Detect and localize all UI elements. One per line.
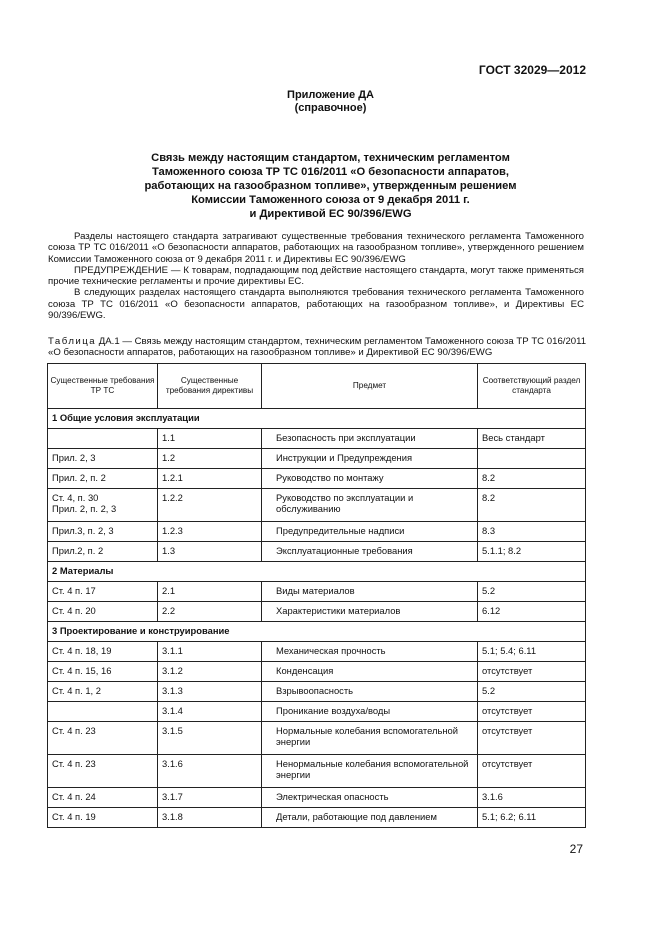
- standard-section-cell: 8.2: [478, 469, 586, 489]
- table-row: [48, 489, 586, 522]
- directive-requirement-cell: 3.1.2: [158, 662, 262, 682]
- requirements-table: [47, 363, 586, 828]
- table-row: [48, 682, 586, 702]
- table-row: [48, 702, 586, 722]
- tr-ts-requirement-cell: Ст. 4 п. 19: [48, 808, 158, 828]
- table-row: [48, 722, 586, 755]
- table-caption: [48, 336, 588, 359]
- title-line: Связь между настоящим стандартом, техническим регламентом: [151, 152, 510, 164]
- paragraph: Разделы настоящего стандарта затрагивают существенные требования технического регламента Таможенного союза ТР ТС 016/2011 «О безопасности аппаратов, работающих на газообразном топливе», утвержденного решением Комиссии Таможенного союза от 9 декабря 2011 г. и Директивы ЕС 90/396/EWG: [48, 231, 584, 265]
- directive-requirement-cell: 2.1: [158, 582, 262, 602]
- tr-ts-requirement-cell: Ст. 4 п. 18, 19: [48, 642, 158, 662]
- tr-ts-requirement-cell: [48, 702, 158, 722]
- directive-requirement-cell: 1.1: [158, 429, 262, 449]
- subject-cell: Эксплуатационные требования: [262, 542, 478, 562]
- table-row: [48, 522, 586, 542]
- standard-section-cell: 3.1.6: [478, 788, 586, 808]
- table-row: [48, 429, 586, 449]
- directive-requirement-cell: 1.2.2: [158, 489, 262, 522]
- document-title: [80, 151, 581, 221]
- title-line: работающих на газообразном топливе», утвержденным решением: [144, 180, 517, 192]
- subject-cell: Взрывоопасность: [262, 682, 478, 702]
- standard-section-cell: 8.2: [478, 489, 586, 522]
- tr-ts-requirement-cell: Прил. 2, п. 2: [48, 469, 158, 489]
- tr-ts-requirement-cell: Ст. 4 п. 17: [48, 582, 158, 602]
- subject-cell: Безопасность при эксплуатации: [262, 429, 478, 449]
- table-row: [48, 662, 586, 682]
- header-cell: Существенные требования директивы: [158, 364, 262, 409]
- directive-requirement-cell: 3.1.1: [158, 642, 262, 662]
- table-row: [48, 808, 586, 828]
- standard-section-cell: 8.3: [478, 522, 586, 542]
- standard-section-cell: 5.2: [478, 682, 586, 702]
- table-header-row: [48, 364, 586, 409]
- subject-cell: Ненормальные колебания вспомогательной энергии: [262, 755, 478, 788]
- table-row: [48, 788, 586, 808]
- standard-section-cell: отсутствует: [478, 702, 586, 722]
- title-line: Комиссии Таможенного союза от 9 декабря 2011 г.: [191, 194, 470, 206]
- table-row: [48, 469, 586, 489]
- appendix-heading: [0, 89, 661, 115]
- directive-requirement-cell: 1.2.1: [158, 469, 262, 489]
- tr-ts-requirement-cell: Ст. 4 п. 24: [48, 788, 158, 808]
- title-line: и Директивой ЕС 90/396/EWG: [249, 208, 412, 220]
- appendix-subtitle: (справочное): [294, 102, 367, 114]
- subject-cell: Механическая прочность: [262, 642, 478, 662]
- table-caption-label: Таблица: [48, 336, 97, 347]
- tr-ts-requirement-cell: [48, 429, 158, 449]
- directive-requirement-cell: 1.2.3: [158, 522, 262, 542]
- standard-section-cell: [478, 449, 586, 469]
- tr-ts-requirement-cell: Прил. 2, 3: [48, 449, 158, 469]
- directive-requirement-cell: 3.1.4: [158, 702, 262, 722]
- standard-section-cell: 5.2: [478, 582, 586, 602]
- standard-section-cell: 5.1.1; 8.2: [478, 542, 586, 562]
- standard-number: ГОСТ 32029—2012: [478, 63, 586, 77]
- tr-ts-requirement-cell: Прил.3, п. 2, 3: [48, 522, 158, 542]
- standard-section-cell: Весь стандарт: [478, 429, 586, 449]
- header-cell: Существенные требования ТР ТС: [48, 364, 158, 409]
- table-row: [48, 582, 586, 602]
- standard-section-cell: 5.1; 6.2; 6.11: [478, 808, 586, 828]
- subject-cell: Инструкции и Предупреждения: [262, 449, 478, 469]
- standard-section-cell: отсутствует: [478, 722, 586, 755]
- subject-cell: Предупредительные надписи: [262, 522, 478, 542]
- tr-ts-requirement-cell: Ст. 4 п. 1, 2: [48, 682, 158, 702]
- subject-cell: Электрическая опасность: [262, 788, 478, 808]
- tr-ts-requirement-cell: Ст. 4 п. 23: [48, 722, 158, 755]
- tr-ts-requirement-cell: Ст. 4 п. 15, 16: [48, 662, 158, 682]
- page-number: 27: [569, 842, 583, 856]
- section-title: 1 Общие условия эксплуатации: [48, 409, 586, 429]
- subject-cell: Руководство по эксплуатации и обслуживанию: [262, 489, 478, 522]
- standard-section-cell: отсутствует: [478, 755, 586, 788]
- title-line: Таможенного союза ТР ТС 016/2011 «О безопасности аппаратов,: [151, 166, 510, 178]
- directive-requirement-cell: 3.1.6: [158, 755, 262, 788]
- tr-ts-requirement-cell: Прил.2, п. 2: [48, 542, 158, 562]
- table-row: [48, 602, 586, 622]
- paragraph: ПРЕДУПРЕЖДЕНИЕ — К товарам, подпадающим под действие настоящего стандарта, могут также применяться прочие технические регламенты и прочие директивы ЕС.: [48, 264, 584, 288]
- subject-cell: Детали, работающие под давлением: [262, 808, 478, 828]
- table-section-row: [48, 562, 586, 582]
- header-cell: Соответствующий раздел стандарта: [478, 364, 586, 409]
- subject-cell: Характеристики материалов: [262, 602, 478, 622]
- standard-section-cell: 6.12: [478, 602, 586, 622]
- standard-section-cell: 5.1; 5.4; 6.11: [478, 642, 586, 662]
- table-row: [48, 542, 586, 562]
- directive-requirement-cell: 2.2: [158, 602, 262, 622]
- tr-ts-requirement-cell: Ст. 4, п. 30 Прил. 2, п. 2, 3: [48, 489, 158, 522]
- appendix-title: Приложение ДА: [287, 89, 374, 101]
- table-row: [48, 755, 586, 788]
- subject-cell: Нормальные колебания вспомогательной энергии: [262, 722, 478, 755]
- table-row: [48, 642, 586, 662]
- header-cell: Предмет: [262, 364, 478, 409]
- directive-requirement-cell: 3.1.5: [158, 722, 262, 755]
- directive-requirement-cell: 3.1.8: [158, 808, 262, 828]
- section-title: 2 Материалы: [48, 562, 586, 582]
- table-section-row: [48, 622, 586, 642]
- body-text: [48, 231, 584, 321]
- subject-cell: Виды материалов: [262, 582, 478, 602]
- table-row: [48, 449, 586, 469]
- paragraph: В следующих разделах настоящего стандарта выполняются требования технического регламента Таможенного союза ТР ТС 016/2011 «О безопасности аппаратов, работающих на газообразном топливе», и Директивы ЕС 90/396/EWG.: [48, 287, 584, 322]
- directive-requirement-cell: 1.3: [158, 542, 262, 562]
- directive-requirement-cell: 1.2: [158, 449, 262, 469]
- table-section-row: [48, 409, 586, 429]
- subject-cell: Проникание воздуха/воды: [262, 702, 478, 722]
- subject-cell: Руководство по монтажу: [262, 469, 478, 489]
- directive-requirement-cell: 3.1.7: [158, 788, 262, 808]
- section-title: 3 Проектирование и конструирование: [48, 622, 586, 642]
- subject-cell: Конденсация: [262, 662, 478, 682]
- tr-ts-requirement-cell: Ст. 4 п. 20: [48, 602, 158, 622]
- tr-ts-requirement-cell: Ст. 4 п. 23: [48, 755, 158, 788]
- table-caption-text: ДА.1 — Связь между настоящим стандартом, техническим регламентом Таможенного союза ТР ТС 016/2011 «О безопасности аппаратов, работающих на газообразном топливе» и Директивой ЕС 90/396/EWG: [48, 336, 587, 359]
- directive-requirement-cell: 3.1.3: [158, 682, 262, 702]
- standard-section-cell: отсутствует: [478, 662, 586, 682]
